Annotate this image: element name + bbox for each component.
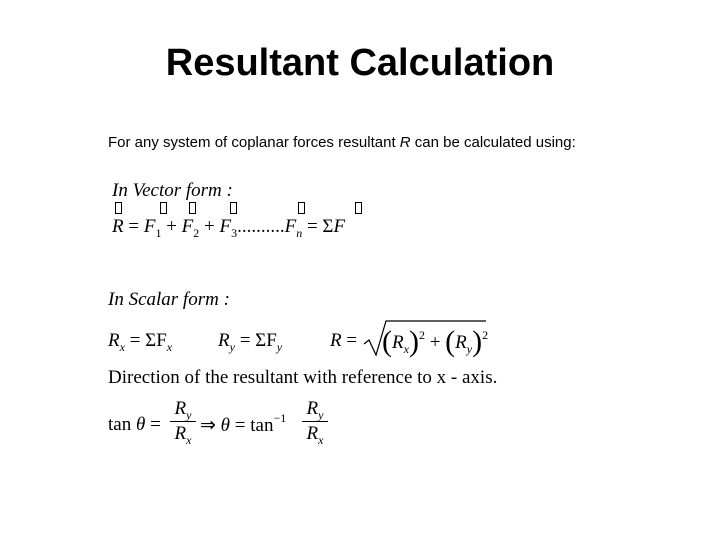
tan-eq-2: =	[234, 415, 246, 436]
vector-f1: F	[143, 216, 156, 237]
fraction-ry-rx-1	[170, 398, 196, 445]
vector-dots: ..........	[237, 216, 285, 237]
slide-title: Resultant Calculation	[165, 42, 555, 84]
vector-plus2: +	[204, 216, 215, 237]
vector-r: R	[112, 216, 124, 237]
tan-eq-1: =	[150, 414, 161, 435]
vector-equation	[112, 216, 345, 238]
vector-eq1: =	[128, 216, 140, 237]
direction-text: Direction of the resultant with reference to x - axis.	[108, 367, 498, 388]
vector-subn: n	[296, 226, 303, 240]
ry-sub: y	[229, 340, 235, 354]
vector-sub3: 3	[231, 226, 238, 240]
rad-rx: R	[392, 332, 404, 353]
theta-1: θ	[135, 414, 146, 435]
r-magnitude-radicand	[382, 322, 488, 356]
ry-eq: =	[239, 330, 251, 351]
tan-inv-sup: −1	[273, 411, 287, 425]
lparen-2: (	[445, 325, 456, 358]
theta-2: θ	[220, 415, 231, 436]
rad-sq-1: 2	[418, 328, 425, 342]
ry-r: R	[218, 330, 230, 351]
frac1-num-r: R	[174, 398, 187, 419]
rx-eq: =	[129, 330, 141, 351]
r-mag-eq: =	[346, 330, 358, 351]
implies-arrow: ⇒	[200, 415, 216, 436]
rparen-1: )	[408, 325, 419, 358]
vector-plus1: +	[166, 216, 177, 237]
rx-sigmaf: ΣF	[145, 330, 167, 351]
vector-fn: F	[284, 216, 297, 237]
vector-sigma: Σ	[322, 216, 334, 237]
vector-arrow-placeholder-icon	[115, 202, 122, 214]
intro-text	[108, 134, 576, 151]
rad-rx-sub: x	[403, 342, 409, 356]
rad-ry: R	[455, 332, 467, 353]
frac2-num-r: R	[306, 398, 319, 419]
implies-section	[200, 411, 287, 437]
ry-sigmaf-sub: y	[276, 340, 283, 354]
fraction-bar	[302, 421, 328, 422]
r-magnitude-equation	[330, 330, 357, 352]
vector-f-sum: F	[333, 216, 346, 237]
vector-arrow-placeholder-icon	[298, 202, 305, 214]
frac1-den-r: R	[174, 423, 187, 444]
tan-inv-label: tan	[250, 415, 274, 436]
vector-arrow-placeholder-icon	[160, 202, 167, 214]
frac2-num-sub: y	[318, 408, 324, 422]
lparen-1: (	[382, 325, 392, 358]
scalar-form-heading: In Scalar form :	[108, 289, 230, 310]
rad-plus: +	[429, 332, 441, 353]
rx-r: R	[108, 330, 120, 351]
vector-form-heading: In Vector form :	[112, 180, 233, 201]
intro-after: can be calculated using:	[410, 134, 576, 151]
vector-f3: F	[219, 216, 232, 237]
ry-equation	[218, 330, 282, 352]
rx-sub: x	[119, 340, 125, 354]
fraction-ry-rx-2	[302, 398, 328, 445]
vector-arrow-placeholder-icon	[189, 202, 196, 214]
rparen-2: )	[472, 325, 483, 358]
vector-eq2: =	[306, 216, 318, 237]
rad-ry-sub: y	[466, 342, 473, 356]
rx-sigmaf-sub: x	[166, 340, 173, 354]
intro-before: For any system of coplanar forces resultant	[108, 134, 400, 151]
frac2-den-r: R	[306, 423, 319, 444]
ry-sigmaf: ΣF	[255, 330, 277, 351]
tan-label: tan	[108, 414, 132, 435]
frac1-num-sub: y	[186, 408, 192, 422]
rx-equation	[108, 330, 172, 352]
frac1-den-sub: x	[186, 433, 192, 447]
intro-r: R	[399, 134, 411, 151]
fraction-bar	[170, 421, 196, 422]
vector-f2: F	[181, 216, 194, 237]
vector-sub2: 2	[193, 226, 200, 240]
r-mag-r: R	[330, 330, 342, 351]
rad-sq-2: 2	[482, 328, 489, 342]
vector-sub1: 1	[155, 226, 162, 240]
vector-arrow-placeholder-icon	[230, 202, 237, 214]
tan-theta-lhs	[108, 414, 161, 436]
frac2-den-sub: x	[318, 433, 324, 447]
vector-arrow-placeholder-icon	[355, 202, 362, 214]
